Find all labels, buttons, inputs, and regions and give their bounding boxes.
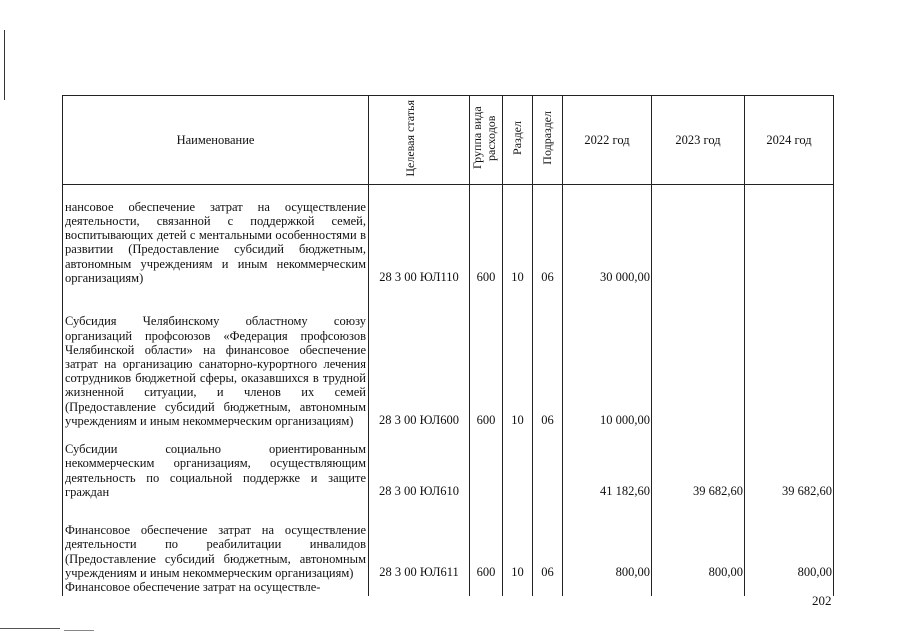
page-number: 202: [812, 593, 832, 608]
header-section: [503, 96, 533, 185]
row-section: 10: [503, 285, 533, 428]
row-subsection: [533, 428, 563, 499]
row-name: Субсидии социально ориентированным некоммерческим организациям, осуществляющим деятельность по социальной поддержке и защите граждан: [63, 428, 369, 499]
row-2023: 800,00: [652, 499, 745, 580]
table-row: [63, 285, 834, 428]
header-2023: 2023 год: [652, 96, 745, 185]
row-section: [503, 580, 533, 596]
row-2022: [563, 580, 652, 596]
row-2024: [745, 285, 834, 428]
row-subsection: 06: [533, 185, 563, 286]
row-name: Финансовое обеспечение затрат на осуществление деятельности по реабилитации инвалидов (Предоставление субсидий бюджетным, автономным учреждениям и иным некоммерческим организациям): [63, 499, 369, 580]
budget-table: [62, 95, 834, 596]
table-row: [63, 185, 834, 286]
header-subsection-label: Подраздел: [539, 111, 554, 165]
row-name: Субсидия Челябинскому областному союзу организаций профсоюзов «Федерация профсоюзов Челябинской области» на финансовое обеспечение затрат на организацию санаторно-курортного лечения сотрудников бюджетной сферы, оказавшихся в трудной жизненной ситуации, и членов их семей (Предоставление субсидий бюджетным, автономным учреждениям и иным некоммерческим организациям): [63, 285, 369, 428]
scan-edge-mark: [64, 630, 94, 631]
table-row: [63, 499, 834, 580]
row-2024: 800,00: [745, 499, 834, 580]
row-group: [470, 428, 503, 499]
row-section: [503, 428, 533, 499]
header-2022: 2022 год: [563, 96, 652, 185]
row-2024: 39 682,60: [745, 428, 834, 499]
row-2023: [652, 185, 745, 286]
row-group: 600: [470, 185, 503, 286]
row-2022: 10 000,00: [563, 285, 652, 428]
row-target: 28 3 00 ЮЛ110: [369, 185, 470, 286]
row-2023: [652, 580, 745, 596]
row-subsection: [533, 580, 563, 596]
row-2023: 39 682,60: [652, 428, 745, 499]
row-name: Финансовое обеспечение затрат на осуществле-: [63, 580, 369, 596]
row-group: 600: [470, 499, 503, 580]
row-target: [369, 580, 470, 596]
row-target: 28 3 00 ЮЛ600: [369, 285, 470, 428]
table-row: [63, 428, 834, 499]
header-expense-group-label: Группа вида расходов: [470, 106, 498, 170]
row-subsection: 06: [533, 499, 563, 580]
table-row: [63, 580, 834, 596]
row-target: 28 3 00 ЮЛ610: [369, 428, 470, 499]
header-section-label: Раздел: [509, 121, 524, 155]
row-section: 10: [503, 499, 533, 580]
header-expense-group: [470, 96, 503, 185]
row-2022: 30 000,00: [563, 185, 652, 286]
row-2022: 800,00: [563, 499, 652, 580]
row-group: 600: [470, 285, 503, 428]
row-2023: [652, 285, 745, 428]
header-2024: 2024 год: [745, 96, 834, 185]
row-group: [470, 580, 503, 596]
row-name: нансовое обеспечение затрат на осуществление деятельности, связанной с поддержкой семей, воспитывающих детей с ментальными особенностями в развитии (Предоставление субсидий бюджетным, автономным учреждениям и иным некоммерческим организациям): [63, 185, 369, 286]
header-target-label: Целевая статья: [403, 99, 417, 177]
table-header-row: [63, 96, 834, 185]
row-2024: [745, 185, 834, 286]
row-2022: 41 182,60: [563, 428, 652, 499]
scan-edge-mark: [0, 628, 60, 629]
row-subsection: 06: [533, 285, 563, 428]
scan-edge-mark: [4, 30, 5, 100]
row-target: 28 3 00 ЮЛ611: [369, 499, 470, 580]
header-name: Наименование: [63, 96, 369, 185]
header-subsection: [533, 96, 563, 185]
header-target: [369, 96, 470, 185]
row-section: 10: [503, 185, 533, 286]
